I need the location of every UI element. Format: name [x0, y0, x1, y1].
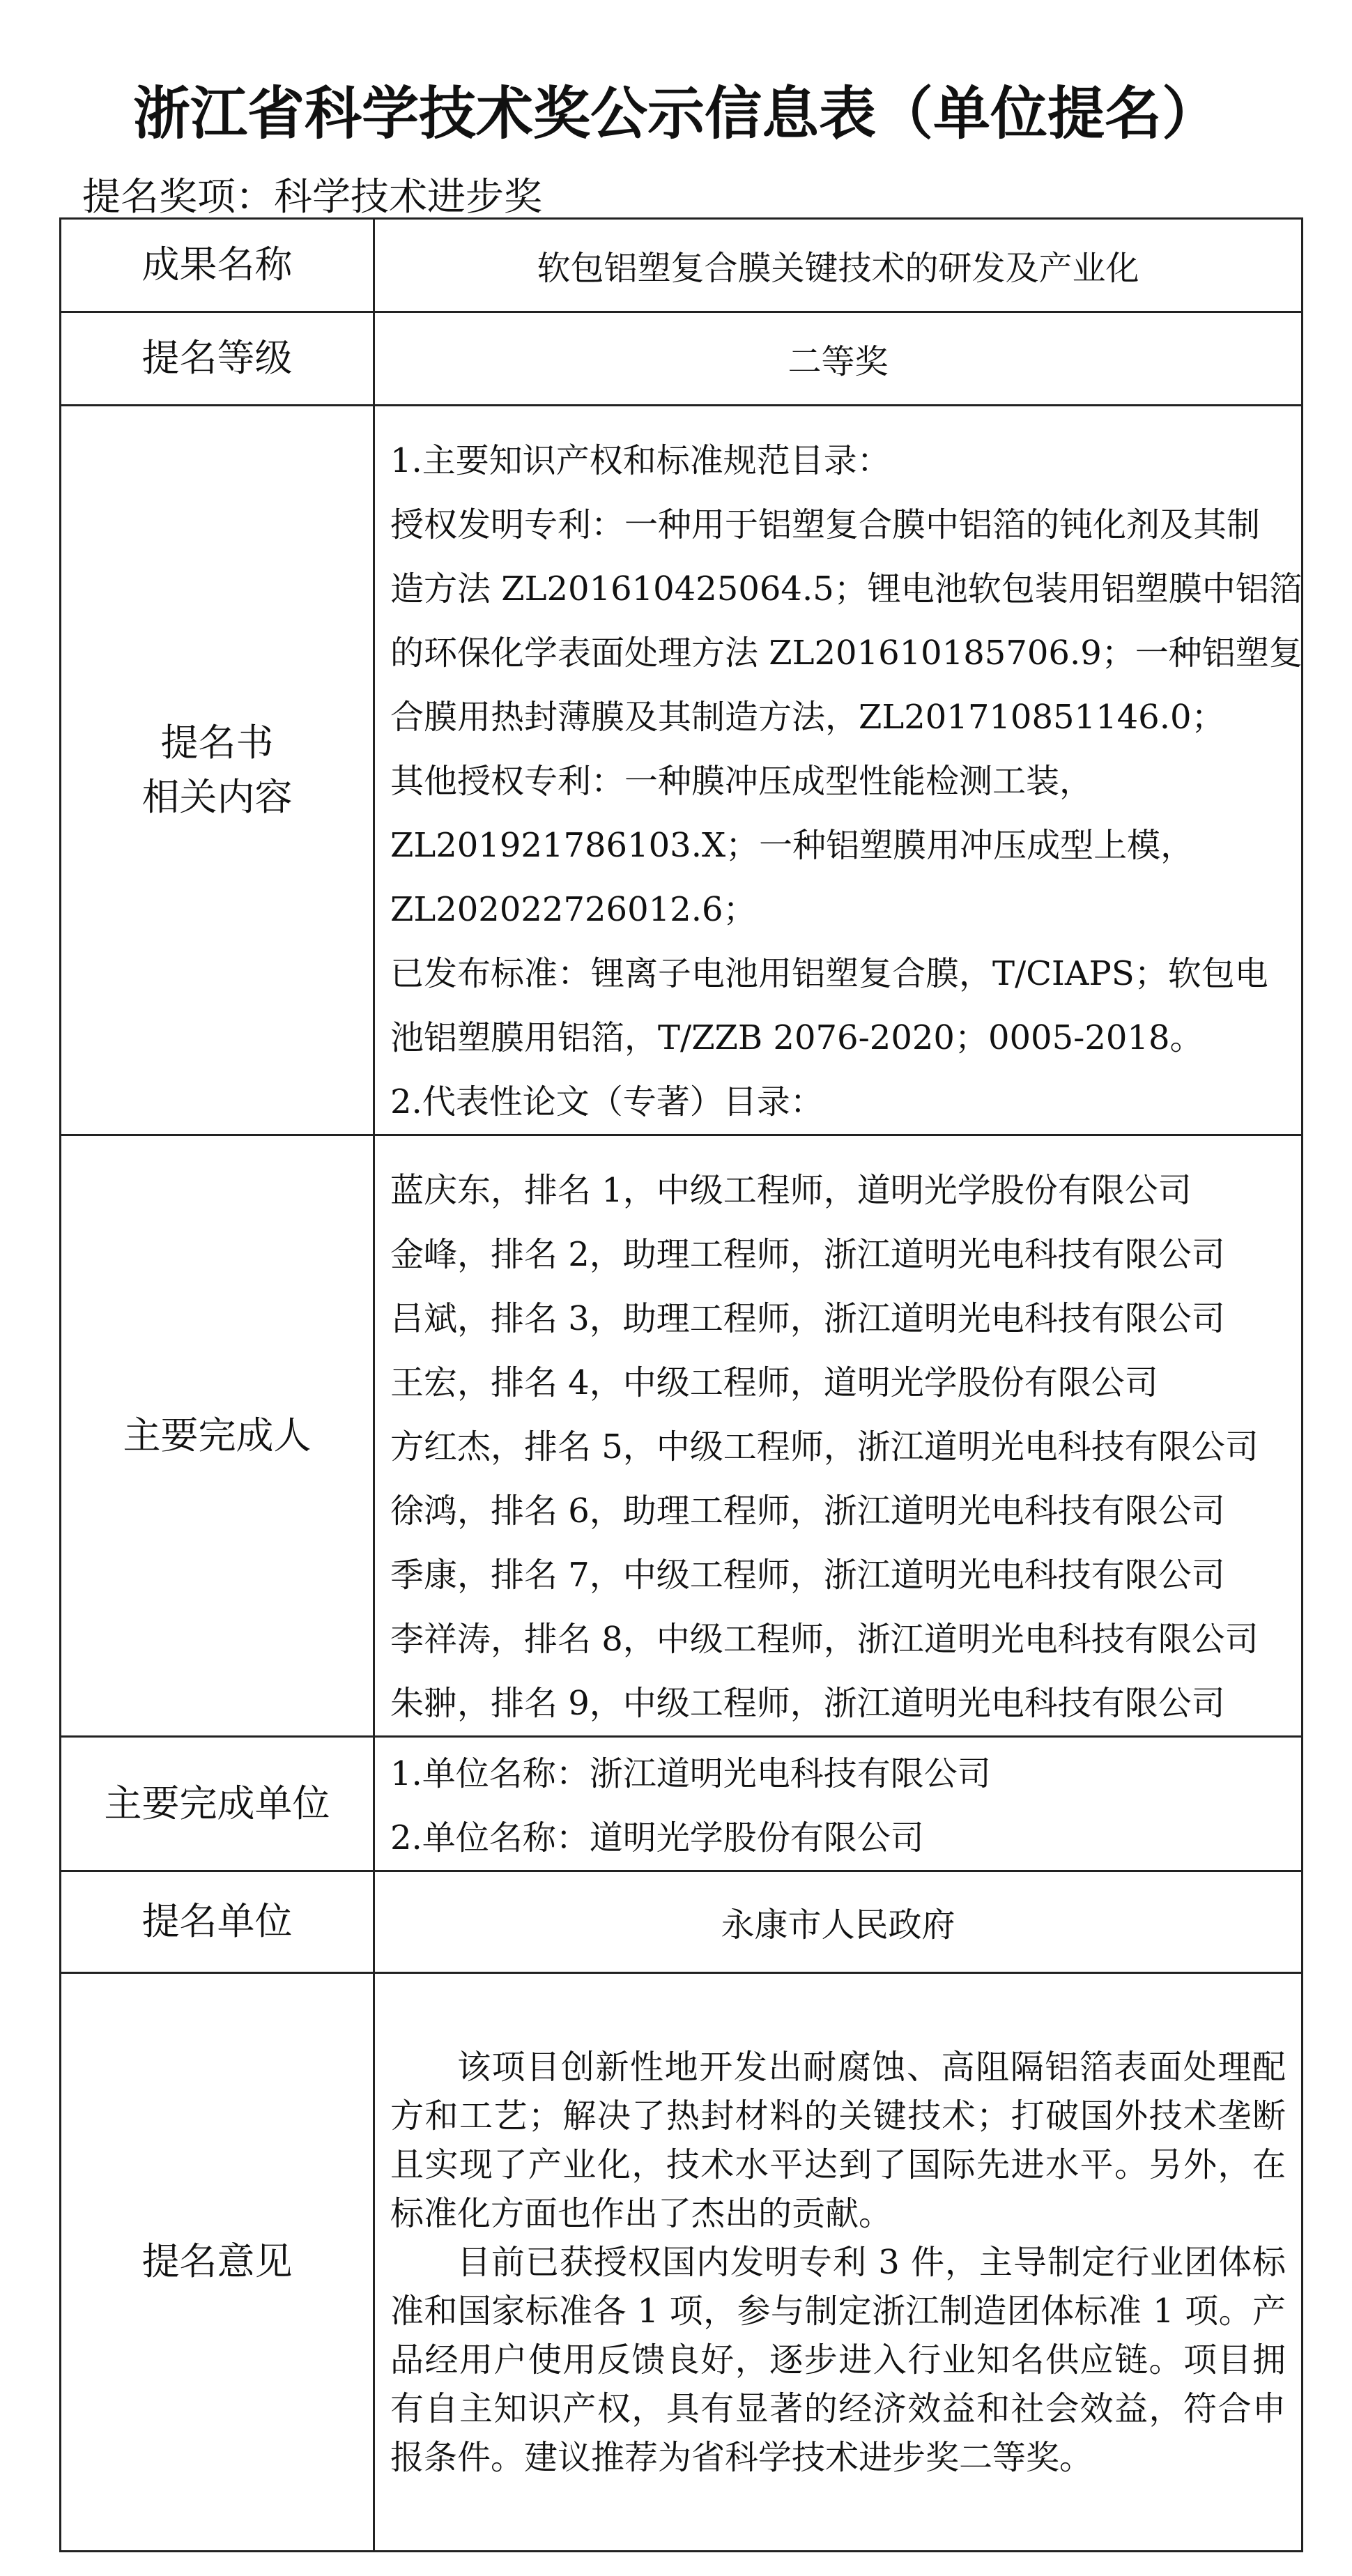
- content-value: [374, 406, 1303, 1135]
- content-line: 其他授权专利：一种膜冲压成型性能检测工装，: [390, 762, 1093, 801]
- content-line: 合膜用热封薄膜及其制造方法，ZL201710851146.0；: [390, 698, 1225, 737]
- person-line: 季康，排名 7，中级工程师，浙江道明光电科技有限公司: [390, 1556, 1225, 1595]
- opinion-paragraph: 目前已获授权国内发明专利 3 件，主导制定行业团体标准和国家标准各 1 项，参与制定浙江制造团体标准 1 项。产品经用户使用反馈良好，逐步进入行业知名供应链。项目拥有自主知识产权，具有显著的经济效益和社会效益，符合申报条件。建议推荐为省科学技术进步奖二等奖。: [390, 2242, 1286, 2477]
- row-persons: [61, 1135, 1303, 1737]
- nominator-label: 提名单位: [61, 1871, 374, 1973]
- units-label: 主要完成单位: [61, 1737, 374, 1871]
- person-line: 徐鸿，排名 6，助理工程师，浙江道明光电科技有限公司: [390, 1492, 1225, 1531]
- row-opinion: [61, 1973, 1303, 2552]
- info-table: [59, 217, 1303, 2552]
- nominator-value: 永康市人民政府: [374, 1871, 1303, 1973]
- row-units: [61, 1737, 1303, 1871]
- unit-line: 1.单位名称：浙江道明光电科技有限公司: [390, 1754, 991, 1793]
- content-line: 的环保化学表面处理方法 ZL201610185706.9；一种铝塑复: [390, 634, 1303, 673]
- persons-label: 主要完成人: [61, 1135, 374, 1737]
- content-label-line1: 提名书: [160, 720, 274, 765]
- person-line: 蓝庆东，排名 1，中级工程师，道明光学股份有限公司: [390, 1171, 1192, 1210]
- opinion-value: [374, 1973, 1303, 2552]
- content-line: 2.代表性论文（专著）目录：: [390, 1082, 824, 1121]
- row-content: [61, 406, 1303, 1135]
- content-line: 已发布标准：锂离子电池用铝塑复合膜，T/CIAPS；软包电: [390, 954, 1268, 993]
- unit-line: 2.单位名称：道明光学股份有限公司: [390, 1818, 924, 1857]
- page-title: 浙江省科学技术奖公示信息表（单位提名）: [132, 81, 1219, 147]
- content-line: 池铝塑膜用铝箔，T/ZZB 2076-2020；0005-2018。: [390, 1018, 1204, 1057]
- person-line: 李祥涛，排名 8，中级工程师，浙江道明光电科技有限公司: [390, 1620, 1259, 1659]
- opinion-paragraph: 该项目创新性地开发出耐腐蚀、高阻隔铝箔表面处理配方和工艺；解决了热封材料的关键技术；打破国外技术垄断且实现了产业化，技术水平达到了国际先进水平。另外，在标准化方面也作出了杰出的贡献。: [390, 2047, 1286, 2233]
- opinion-label: 提名意见: [61, 1973, 374, 2552]
- row-grade: [61, 312, 1303, 406]
- content-line: ZL202022726012.6；: [390, 890, 757, 929]
- award-item: 提名奖项：科学技术进步奖: [82, 174, 543, 219]
- row-nominator: [61, 1871, 1303, 1973]
- content-line: 授权发明专利：一种用于铝塑复合膜中铝箔的钝化剂及其制: [390, 505, 1261, 544]
- person-line: 朱翀，排名 9，中级工程师，浙江道明光电科技有限公司: [390, 1684, 1225, 1723]
- achievement-value: 软包铝塑复合膜关键技术的研发及产业化: [374, 219, 1303, 312]
- content-label-line2: 相关内容: [141, 775, 293, 819]
- person-line: 方红杰，排名 5，中级工程师，浙江道明光电科技有限公司: [390, 1427, 1259, 1466]
- content-line: ZL201921786103.X；一种铝塑膜用冲压成型上模，: [390, 826, 1194, 865]
- grade-label: 提名等级: [61, 312, 374, 406]
- achievement-label: 成果名称: [61, 219, 374, 312]
- persons-value: [374, 1135, 1303, 1737]
- person-line: 吕斌，排名 3，助理工程师，浙江道明光电科技有限公司: [390, 1299, 1225, 1338]
- content-line: 1.主要知识产权和标准规范目录：: [390, 441, 891, 480]
- person-line: 金峰，排名 2，助理工程师，浙江道明光电科技有限公司: [390, 1235, 1225, 1274]
- units-value: [374, 1737, 1303, 1871]
- content-label: [61, 406, 374, 1135]
- person-line: 王宏，排名 4，中级工程师，道明光学股份有限公司: [390, 1363, 1158, 1402]
- row-achievement: [61, 219, 1303, 312]
- grade-value: 二等奖: [374, 312, 1303, 406]
- content-line: 造方法 ZL201610425064.5；锂电池软包装用铝塑膜中铝箔: [390, 569, 1303, 608]
